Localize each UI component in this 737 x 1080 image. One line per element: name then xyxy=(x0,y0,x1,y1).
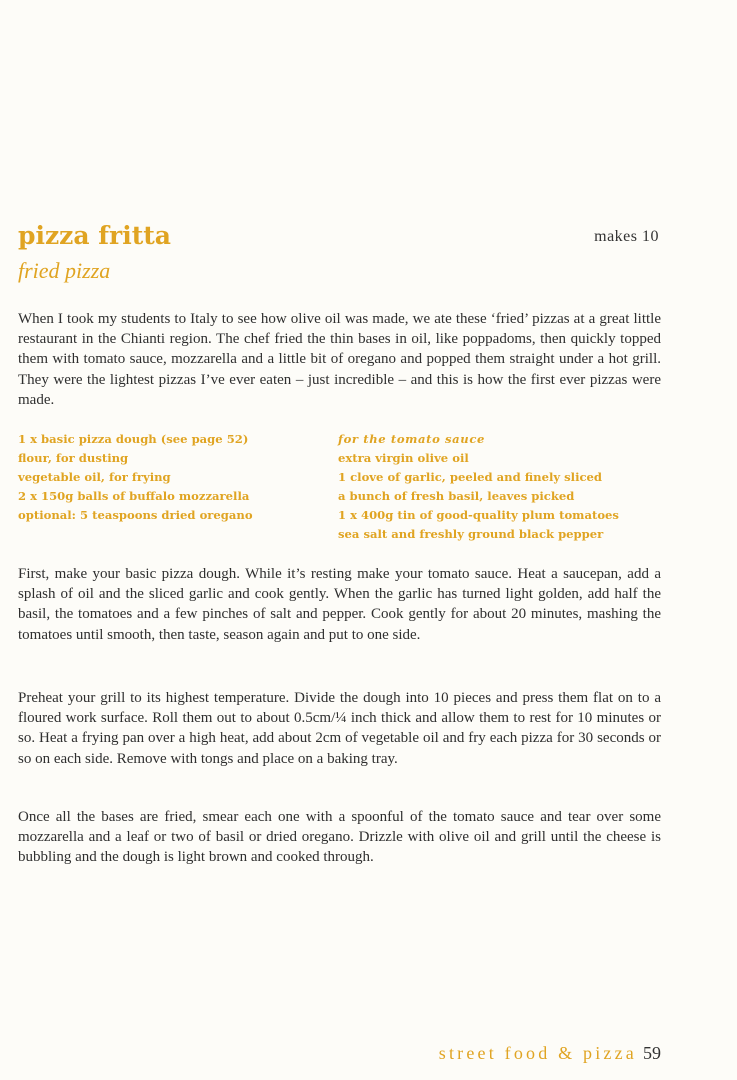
recipe-subtitle: fried pizza xyxy=(18,258,111,283)
title-row xyxy=(18,218,659,254)
ingredient-item: extra virgin olive oil xyxy=(338,451,469,465)
ingredients-main-list xyxy=(18,430,253,525)
ingredients-sauce-list xyxy=(338,430,619,544)
page-number: 59 xyxy=(643,1043,661,1063)
method-step-1: First, make your basic pizza dough. While it’s resting make your tomato sauce. Heat a saucepan, add a splash of oil and the sliced garlic and cook gently. When the garlic has turned light golden, add half the basil, the tomatoes and a few pinches of salt and pepper. Cook gently for about 20 minutes, mashing the tomatoes until smooth, then taste, season again and put to one side. xyxy=(18,566,661,643)
ingredient-item: 1 clove of garlic, peeled and finely sliced xyxy=(338,470,603,484)
ingredient-item: 2 x 150g balls of buffalo mozzarella xyxy=(18,489,250,503)
ingredient-item: optional: 5 teaspoons dried oregano xyxy=(18,508,253,522)
intro-paragraph: When I took my students to Italy to see how olive oil was made, we ate these ‘fried’ pizzas at a great little restaurant in the Chianti region. The chef fried the thin bases in oil, like poppadoms, then quickly topped them with tomato sauce, mozzarella and a little bit of oregano and popped them straight under a hot grill. They were the lightest pizzas I’ve ever eaten – just incredible – and this is how the first ever pizzas were made. xyxy=(18,311,661,408)
ingredient-item: vegetable oil, for frying xyxy=(18,470,171,484)
sauce-heading: for the tomato sauce xyxy=(338,432,485,446)
section-title: street food & pizza xyxy=(438,1043,637,1063)
ingredient-item: 1 x 400g tin of good-quality plum tomatoes xyxy=(338,508,619,522)
ingredient-item: 1 x basic pizza dough (see page 52) xyxy=(18,432,249,446)
page-footer xyxy=(439,1043,661,1064)
ingredient-item: sea salt and freshly ground black pepper xyxy=(338,527,604,541)
recipe-yield: makes 10 xyxy=(594,228,659,245)
recipe-title: pizza fritta xyxy=(18,221,171,250)
ingredient-item: flour, for dusting xyxy=(18,451,129,465)
ingredient-item: a bunch of fresh basil, leaves picked xyxy=(338,489,575,503)
method-step-3: Once all the bases are fried, smear each one with a spoonful of the tomato sauce and tear over some mozzarella and a leaf or two of basil or dried oregano. Drizzle with olive oil and grill until the cheese is bubbling and the dough is light brown and cooked through. xyxy=(18,809,661,866)
method-step-2: Preheat your grill to its highest temperature. Divide the dough into 10 pieces and press them flat on to a floured work surface. Roll them out to about 0.5cm/¼ inch thick and allow them to rest for 10 minutes or so. Heat a frying pan over a high heat, add about 2cm of vegetable oil and fry each pizza for 30 seconds or so on each side. Remove with tongs and place on a baking tray. xyxy=(18,690,661,767)
